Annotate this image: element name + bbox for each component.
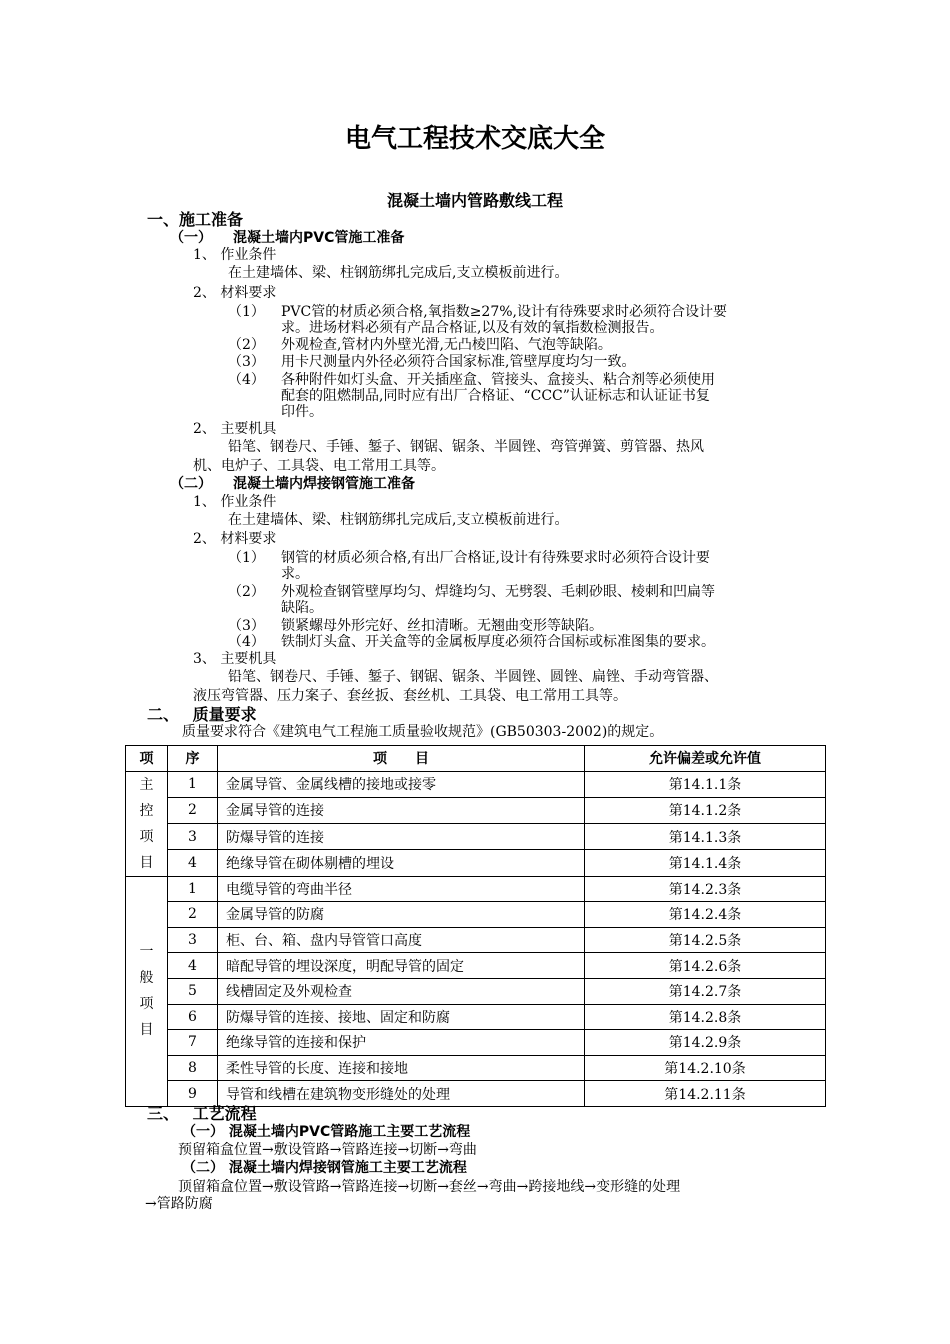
table-row xyxy=(126,797,826,823)
item-material-req: 2、 材料要求 xyxy=(193,531,277,547)
row-no: 3 xyxy=(168,927,218,953)
section-heading-2: 二、 质量要求 xyxy=(147,705,257,724)
table-row xyxy=(126,824,826,850)
table-row xyxy=(126,1055,826,1081)
row-no: 7 xyxy=(168,1030,218,1056)
row-no: 4 xyxy=(168,850,218,876)
material-text: 外观检查,管材内外壁光滑,无凸棱凹陷、气泡等缺陷。 xyxy=(281,337,612,353)
row-item: 金属导管、金属线槽的接地或接零 xyxy=(218,771,585,797)
group-label-general: 一 般 项 目 xyxy=(126,876,168,1106)
document-title: 电气工程技术交底大全 xyxy=(344,124,605,154)
material-text: 铁制灯头盒、开关盒等的金属板厚度必须符合国标或标准图集的要求。 xyxy=(281,634,715,650)
row-ref: 第14.2.8条 xyxy=(585,1004,826,1030)
material-text: 求。 xyxy=(281,566,309,582)
row-ref: 第14.2.3条 xyxy=(585,876,826,902)
row-item: 暗配导管的埋设深度，明配导管的固定 xyxy=(218,953,585,979)
list-num: （1） xyxy=(228,550,265,566)
row-item: 金属导管的防腐 xyxy=(218,902,585,928)
list-num: （4） xyxy=(228,634,265,650)
work-conditions-text: 在土建墙体、梁、柱钢筋绑扎完成后,支立模板前进行。 xyxy=(228,512,569,528)
section-heading-1: 一、施工准备 xyxy=(147,210,244,229)
item-main-tools: 3、 主要机具 xyxy=(193,651,277,667)
col-header-no: 序 xyxy=(168,746,218,772)
flow-heading-steel: （二） 混凝土墙内焊接钢管施工主要工艺流程 xyxy=(182,1160,467,1176)
table-header-row xyxy=(126,746,826,772)
table-row xyxy=(126,876,826,902)
flow-text-steel: →管路防腐 xyxy=(145,1196,213,1212)
list-num: （1） xyxy=(228,304,265,320)
list-num: （3） xyxy=(228,618,265,634)
tools-text: 液压弯管器、压力案子、套丝扳、套丝机、工具袋、电工常用工具等。 xyxy=(193,688,627,704)
row-ref: 第14.1.3条 xyxy=(585,824,826,850)
material-text: 缺陷。 xyxy=(281,600,323,616)
row-item: 柔性导管的长度、连接和接地 xyxy=(218,1055,585,1081)
row-ref: 第14.2.9条 xyxy=(585,1030,826,1056)
row-item: 防爆导管的连接 xyxy=(218,824,585,850)
table-row xyxy=(126,1030,826,1056)
row-item: 防爆导管的连接、接地、固定和防腐 xyxy=(218,1004,585,1030)
material-text: 求。进场材料必须有产品合格证,以及有效的氧指数检测报告。 xyxy=(281,320,664,336)
row-no: 5 xyxy=(168,978,218,1004)
list-num: （3） xyxy=(228,354,265,370)
work-conditions-text: 在土建墙体、梁、柱钢筋绑扎完成后,支立模板前进行。 xyxy=(228,265,569,281)
table-row xyxy=(126,978,826,1004)
row-no: 3 xyxy=(168,824,218,850)
row-item: 绝缘导管的连接和保护 xyxy=(218,1030,585,1056)
row-no: 4 xyxy=(168,953,218,979)
row-item: 绝缘导管在砌体剔槽的埋设 xyxy=(218,850,585,876)
quality-intro: 质量要求符合《建筑电气工程施工质量验收规范》(GB50303-2002)的规定。 xyxy=(182,724,664,740)
flow-text-steel: 顶留箱盒位置→敷设管路→管路连接→切断→套丝→弯曲→跨接地线→变形缝的处理 xyxy=(178,1179,681,1195)
table-row xyxy=(126,1081,826,1107)
row-ref: 第14.1.1条 xyxy=(585,771,826,797)
row-no: 6 xyxy=(168,1004,218,1030)
row-no: 2 xyxy=(168,797,218,823)
row-ref: 第14.2.4条 xyxy=(585,902,826,928)
list-num: （4） xyxy=(228,372,265,388)
group-label-main: 主 控 项 目 xyxy=(126,771,168,876)
flow-heading-pvc: （一） 混凝土墙内PVC管路施工主要工艺流程 xyxy=(182,1124,471,1140)
material-text: 各种附件如灯头盒、开关插座盒、管接头、盒接头、粘合剂等必须使用 xyxy=(281,372,715,388)
item-work-conditions: 1、 作业条件 xyxy=(193,494,277,510)
row-no: 2 xyxy=(168,902,218,928)
material-text: 外观检查钢管壁厚均匀、焊缝均匀、无劈裂、毛刺砂眼、棱刺和凹扁等 xyxy=(281,584,715,600)
subsection-heading-pvc: （一） 混凝土墙内PVC管施工准备 xyxy=(170,230,405,246)
row-ref: 第14.2.6条 xyxy=(585,953,826,979)
table-row xyxy=(126,850,826,876)
row-item: 线槽固定及外观检查 xyxy=(218,978,585,1004)
tools-text: 铅笔、钢卷尺、手锤、錾子、钢锯、锯条、半圆锉、圆锉、扁锉、手动弯管器、 xyxy=(228,669,718,685)
material-text: 用卡尺测量内外径必须符合国家标准,管壁厚度均匀一致。 xyxy=(281,354,636,370)
col-header-allowance: 允许偏差或允许值 xyxy=(585,746,826,772)
material-text: 钢管的材质必须合格,有出厂合格证,设计有待殊要求时必须符合设计要 xyxy=(281,550,710,566)
table-row xyxy=(126,1004,826,1030)
tools-text: 铅笔、钢卷尺、手锤、錾子、钢锯、锯条、半圆锉、弯管弹簧、剪管器、热风 xyxy=(228,439,704,455)
material-text: PVC管的材质必须合格,氧指数≥27%,设计有待殊要求时必须符合设计要 xyxy=(281,304,727,320)
material-text: 配套的阻燃制品,同时应有出厂合格证、“CCC”认证标志和认证证书复 xyxy=(281,388,710,404)
table-row xyxy=(126,902,826,928)
row-no: 1 xyxy=(168,876,218,902)
row-ref: 第14.1.2条 xyxy=(585,797,826,823)
table-row xyxy=(126,771,826,797)
row-item: 电缆导管的弯曲半径 xyxy=(218,876,585,902)
row-item: 金属导管的连接 xyxy=(218,797,585,823)
tools-text: 机、电炉子、工具袋、电工常用工具等。 xyxy=(193,458,445,474)
item-material-req: 2、 材料要求 xyxy=(193,285,277,301)
row-ref: 第14.2.10条 xyxy=(585,1055,826,1081)
row-no: 1 xyxy=(168,771,218,797)
section-subtitle: 混凝土墙内管路敷线工程 xyxy=(386,191,563,210)
item-work-conditions: 1、 作业条件 xyxy=(193,247,277,263)
item-main-tools: 2、 主要机具 xyxy=(193,421,277,437)
row-item: 导管和线槽在建筑物变形缝处的处理 xyxy=(218,1081,585,1107)
col-header-category: 项 xyxy=(126,746,168,772)
table-row xyxy=(126,953,826,979)
row-ref: 第14.2.5条 xyxy=(585,927,826,953)
row-item: 柜、台、箱、盘内导管管口高度 xyxy=(218,927,585,953)
list-num: （2） xyxy=(228,584,265,600)
flow-text-pvc: 预留箱盒位置→敷设管路→管路连接→切断→弯曲 xyxy=(178,1142,477,1158)
row-no: 8 xyxy=(168,1055,218,1081)
col-header-item: 项 目 xyxy=(218,746,585,772)
row-ref: 第14.1.4条 xyxy=(585,850,826,876)
table-row xyxy=(126,927,826,953)
list-num: （2） xyxy=(228,337,265,353)
row-ref: 第14.2.11条 xyxy=(585,1081,826,1107)
row-no: 9 xyxy=(168,1081,218,1107)
quality-table xyxy=(125,745,826,1107)
subsection-heading-steel: （二） 混凝土墙内焊接钢管施工准备 xyxy=(170,476,415,492)
material-text: 锁紧螺母外形完好、丝扣清晰。无翘曲变形等缺陷。 xyxy=(281,618,603,634)
row-ref: 第14.2.7条 xyxy=(585,978,826,1004)
material-text: 印件。 xyxy=(281,404,323,420)
section-heading-3: 三、 工艺流程 xyxy=(147,1104,257,1123)
